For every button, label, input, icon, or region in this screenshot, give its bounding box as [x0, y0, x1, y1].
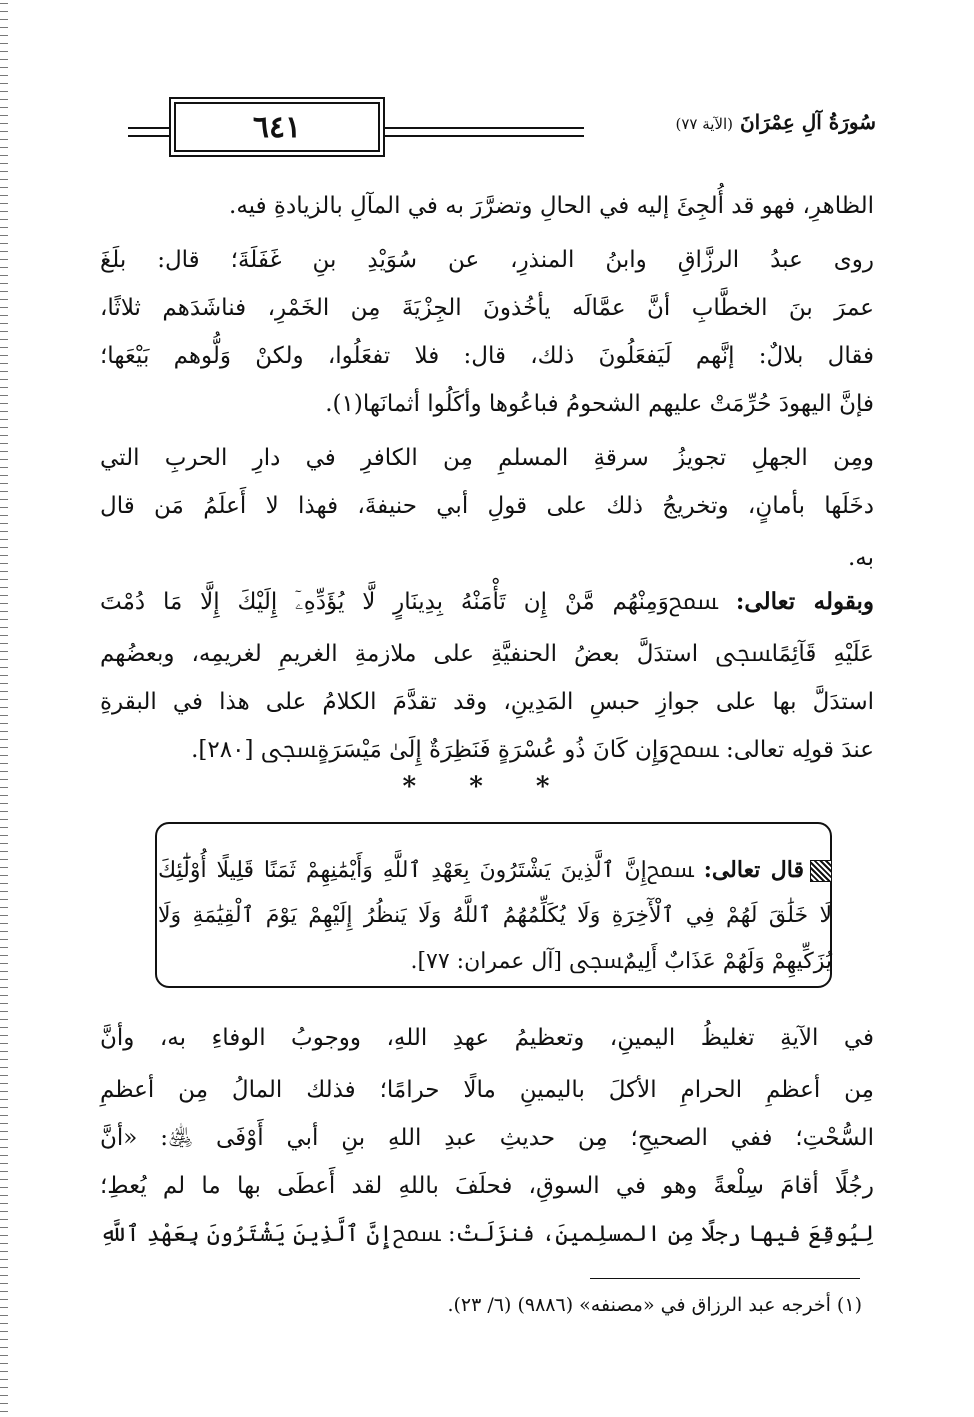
quran-quote-2: ﵟوَإِن كَانَ ذُو عُسْرَةٍ فَنَظِرَةٌ إِلَىٰ مَيْسَرَةٍﵞ [٢٨٠]. [191, 737, 719, 763]
text-line-4: فقال بلالٌ: إنَّهم لَيَفعَلُونَ ذلك، قال: فلا تفعَلُوا، ولكنْ وَلُّوهم بَيْعَها؛ [100, 343, 874, 369]
verse-reference: (الآية ٧٧) [675, 115, 734, 133]
text-line-11: استدَلَّ بها على جوازِ حبسِ المَدِينِ، وقد تقدَّمَ الكلامُ على هذا في البقرةِ [100, 689, 874, 715]
section-separator-stars: * * * [402, 772, 572, 802]
text-line-2: روى عبدُ الرزَّاقِ وابنُ المنذرِ، عن سُوَيْدِ بنِ غَفَلَةَ؛ قال: بلَغَ [100, 247, 874, 273]
verse-label: قال تعالى: [703, 857, 805, 883]
running-header [128, 100, 876, 156]
sura-name: سُورَةُ آلِ عِمْرَانَ [739, 110, 876, 134]
text-line-7: دخَلَها بأمانٍ، وتخريجُ ذلك على قولِ أبي حنيفةَ، فهذا لا أَعلَمُ مَن قال [100, 493, 874, 519]
text-line-1: الظاهرِ، فهو قد أُلجِئَ إليه في الحالِ وتضرَّرَ به في المآلِ بالزيادةِ فيه. [229, 193, 874, 219]
text-line-10: عَلَيْهِ قَآئِمًاﵞ استدَلَّ بعضُ الحنفيَّةِ على ملازمةِ الغريمِ لغريمِه، وبعضُهم [100, 641, 874, 667]
label-wa-biqawlihi: وبقوله تعالى: [735, 588, 874, 615]
text-line-8: به. [847, 545, 874, 571]
sura-title [586, 110, 876, 134]
text-line-14: مِن أعظمِ الحرامِ الأكلَ باليمينِ مالًا حرامًا؛ فذلك المالُ مِن أعظمِ [100, 1077, 874, 1103]
page-number-box [174, 102, 380, 152]
verse-line-3 [158, 942, 832, 982]
verse-text-3: يُزَكِّيهِمْ وَلَهُمْ عَذَابٌ أَلِيمٌﵞ [569, 949, 832, 974]
header-rule-right [384, 127, 584, 137]
label-inda-qawlihi: عندَ قولِه تعالى: [725, 737, 874, 763]
text-line-17: لِيُوقِعَ فيها رجلًا مِن المسلِمينَ، فنزَلَتْ: ﵟإِنَّ ٱلَّذِينَ يَشْتَرُونَ بِعَهْدِ ٱللَّهِ [100, 1221, 874, 1247]
text-line-15: السُّحْتِ؛ ففي الصحيحِ؛ مِن حديثِ عبدِ اللهِ بنِ أبي أَوْفَى ﵁: «أنَّ [100, 1125, 874, 1151]
footnote: (١) أخرجه عبد الرزاق في «مصنفه» (٩٨٨٦) (٦/ ٢٣). [447, 1294, 862, 1316]
text-line-16: رجُلًا أقامَ سِلْعةً وهو في السوقِ، فحلَفَ باللهِ لقد أَعطَى بها ما لم يُعطِ؛ [100, 1173, 874, 1199]
text-line-12 [100, 730, 874, 770]
text-line-9 [100, 582, 874, 622]
footnote-rule [590, 1278, 860, 1279]
text-line-6: ومِن الجهلِ تجويزُ سرقةِ المسلمِ مِن الكافرِ في دارِ الحربِ التي [100, 445, 874, 471]
ornament-icon [810, 860, 832, 882]
verse-citation: [آل عمران: ٧٧]. [410, 949, 563, 974]
verse-text-1: ﵟإِنَّ ٱلَّذِينَ يَشْتَرُونَ بِعَهْدِ ٱللَّهِ وَأَيْمَٰنِهِمْ ثَمَنًا قَلِيلًا أُوْلَٰٓئِكَ [158, 858, 694, 883]
quran-quote-1: ﵟوَمِنْهُم مَّنْ إِن تَأْمَنْهُ بِدِينَارٍ لَّا يُؤَدِّهِۦٓ إِلَيْكَ إِلَّا مَا دُمْتَ [100, 589, 719, 615]
page-number: ٦٤١ [252, 109, 302, 145]
text-line-5: فإنَّ اليهودَ حُرِّمَتْ عليهم الشحومُ فباعُوها وأكَلُوا أثمانَها(١). [325, 391, 874, 417]
verse-line-2: لَا خَلَٰقَ لَهُمْ فِي ٱلْأٓخِرَةِ وَلَا يُكَلِّمُهُمُ ٱللَّهُ وَلَا يَنظُرُ إِلَيْهِمْ يَوْمَ ٱلْقِيَٰمَةِ وَلَا [158, 903, 832, 928]
text-line-3: عمرَ بنَ الخطَّابِ أنَّ عمَّالَه يأخُذونَ الجِزْيَةَ مِن الخَمْرِ، فناشَدَهم ثلاثًا، [100, 295, 874, 321]
text-line-13: في الآيةِ تغليظُ اليمينِ، وتعظيمُ عهدِ اللهِ، ووجوبُ الوفاءِ به، وأنَّ [100, 1025, 874, 1051]
header-rule-left [128, 127, 170, 137]
verse-line-1 [158, 850, 832, 891]
